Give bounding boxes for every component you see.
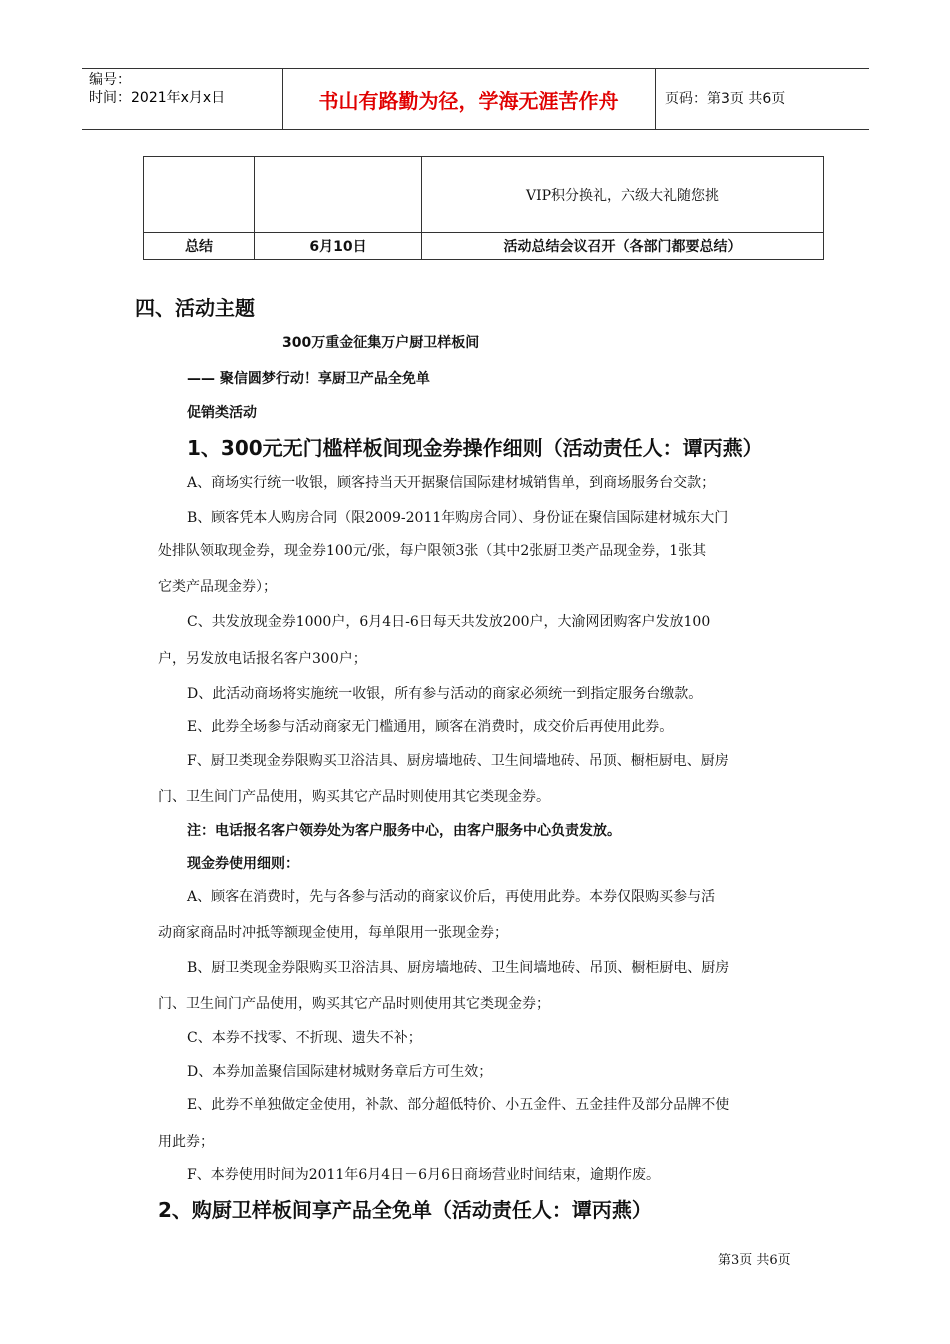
theme-line-1: 300万重金征集万户厨卫样板间 [282,335,480,351]
paragraph-line: 它类产品现金券）； [158,579,277,595]
item1-title: 1、300元无门槛样板间现金券操作细则（活动责任人：谭丙燕） [187,436,763,460]
table-row [144,157,824,233]
rule-line: 动商家商品时冲抵等额现金使用，每单限用一张现金券； [158,925,508,941]
paragraph-line: D、此活动商场将实施统一收银，所有参与活动的商家必须统一到指定服务台缴款。 [187,686,703,702]
paragraph-line: B、顾客凭本人购房合同（限2009-2011年购房合同）、身份证在聚信国际建材城东大门 [187,510,729,526]
section-heading: 四、活动主题 [135,296,255,320]
table-cell: 总结 [144,233,255,260]
paragraph-line: E、此券全场参与活动商家无门槛通用，顾客在消费时，成交价后再使用此券。 [187,719,674,735]
paragraph-line: A、商场实行统一收银，顾客持当天开据聚信国际建材城销售单，到商场服务台交款； [187,475,716,491]
table-cell [144,157,255,233]
paragraph-line: 户，另发放电话报名客户300户； [158,651,367,667]
header-page-number: 页码：第3页 共6页 [665,91,786,107]
header-motto: 书山有路勤为径，学海无涯苦作舟 [318,89,619,113]
paragraph-line: C、共发放现金券1000户，6月4日-6日每天共发放200户，大渝网团购客户发放100 [187,614,711,630]
item2-title: 2、购厨卫样板间享产品全免单（活动责任人：谭丙燕） [158,1198,652,1222]
schedule-table [143,156,824,260]
number-label: 编号： [89,72,131,88]
rule-line: B、厨卫类现金券限购买卫浴洁具、厨房墙地砖、卫生间墙地砖、吊顶、橱柜厨电、厨房 [187,960,730,976]
paragraph-line: F、厨卫类现金券限购买卫浴洁具、厨房墙地砖、卫生间墙地砖、吊顶、橱柜厨电、厨房 [187,753,729,769]
rule-line: F、本券使用时间为2011年6月4日－6月6日商场营业时间结束，逾期作废。 [187,1167,660,1183]
table-cell: 活动总结会议召开（各部门都要总结） [422,233,824,260]
table-cell [255,157,422,233]
table-cell: 6月10日 [255,233,422,260]
rule-line: C、本券不找零、不折现、遗失不补； [187,1030,422,1046]
header-divider [655,69,656,129]
paragraph-line: 处排队领取现金券，现金券100元/张，每户限领3张（其中2张厨卫类产品现金券，1张其 [158,543,707,559]
table-row [144,233,824,260]
rule-line: D、本券加盖聚信国际建材城财务章后方可生效； [187,1064,493,1080]
table-cell: VIP积分换礼，六级大礼随您挑 [422,157,824,233]
rule-line: 门、卫生间门产品使用，购买其它产品时则使用其它类现金券； [158,996,550,1012]
rules-title: 现金券使用细则： [187,856,299,872]
page-header [82,68,869,130]
header-meta [89,71,225,107]
note-text: 注：电话报名客户领券处为客户服务中心，由客户服务中心负责发放。 [187,823,621,839]
rule-line: 用此券； [158,1134,214,1150]
paragraph-line: 门、卫生间门产品使用，购买其它产品时则使用其它类现金券。 [158,789,550,805]
rule-line: A、顾客在消费时，先与各参与活动的商家议价后，再使用此券。本券仅限购买参与活 [187,889,716,905]
category-label: 促销类活动 [187,405,257,421]
rule-line: E、此券不单独做定金使用，补款、部分超低特价、小五金件、五金挂件及部分品牌不使 [187,1097,730,1113]
theme-line-2: —— 聚信圆梦行动！享厨卫产品全免单 [187,371,430,387]
footer-page-number: 第3页 共6页 [718,1253,791,1268]
time-label: 时间：2021年x月x日 [89,90,226,106]
